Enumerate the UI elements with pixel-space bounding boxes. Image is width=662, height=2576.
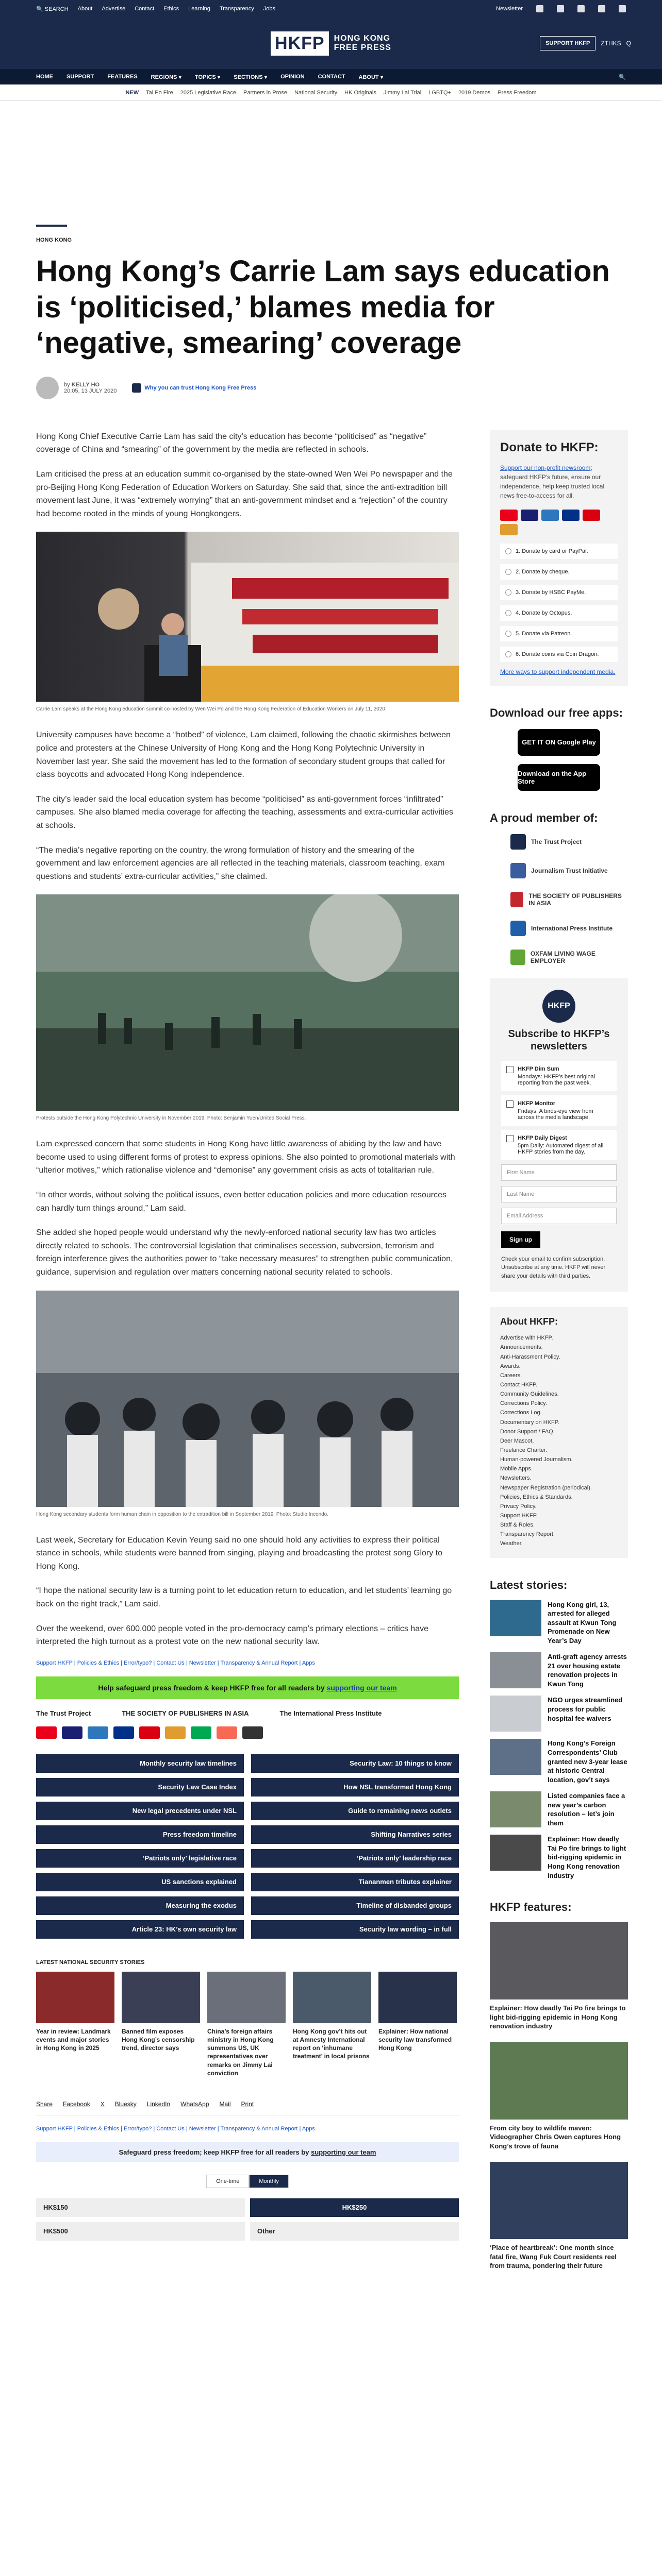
trending-item[interactable]: Press Freedom <box>498 89 537 96</box>
topic-button[interactable]: Article 23: HK’s own security law <box>36 1920 244 1939</box>
photo-caption: Protests outside the Hong Kong Polytechnic University in November 2019. Photo: Benjamin Yuen/United Social Press. <box>36 1115 306 1122</box>
paragraph: “In other words, without solving the political issues, even better education policies and more education resources can hardly turn things around,” Lam said. <box>36 1191 446 1213</box>
about-link[interactable]: Contact HKFP. <box>500 1381 537 1388</box>
ipi-icon <box>510 921 526 936</box>
byline-text: by KELLY HO 20:05, 13 JULY 2020 <box>64 381 117 394</box>
partner-logo[interactable]: THE SOCIETY OF PUBLISHERS IN ASIA <box>510 892 628 907</box>
footer-links[interactable]: Support HKFP | Policies & Ethics | Error/typo? | Contact Us | Newsletter | Transparency & Annual Report | Apps <box>36 1659 315 1666</box>
trending-new-label: NEW <box>125 89 139 96</box>
topic-button[interactable]: New legal precedents under NSL <box>36 1802 244 1820</box>
newsletter-option[interactable]: HKFP Daily Digest 5pm Daily: Automated digest of all HKFP stories from the day. <box>501 1130 617 1160</box>
facebook-icon[interactable] <box>536 5 543 12</box>
footer-links[interactable]: Support HKFP | Policies & Ethics | Error/typo? | Contact Us | Newsletter | Transparency & Annual Report | Apps <box>36 2125 315 2132</box>
donate-intro: Support our non-profit newsroom; safeguard HKFP’s future, ensure our independence, help keep trusted local news free-to-access for all. <box>500 464 605 499</box>
one-time-toggle[interactable]: One-time <box>206 2175 249 2188</box>
about-link[interactable]: Corrections Log. <box>500 1410 542 1416</box>
newsletter-option[interactable]: HKFP Dim Sum Mondays: HKFP’s best original reporting from the past week. <box>501 1061 617 1091</box>
topic-button[interactable]: Tiananmen tributes explainer <box>251 1873 459 1891</box>
radio-icon <box>505 589 511 596</box>
feature-image <box>490 2162 628 2239</box>
about-link[interactable]: Community Guidelines. <box>500 1391 559 1398</box>
sopa-icon <box>510 892 523 907</box>
topic-button[interactable]: ‘Patriots only’ leadership race <box>251 1849 459 1868</box>
features-title: HKFP features: <box>490 1901 572 1914</box>
topic-button[interactable]: Press freedom timeline <box>36 1825 244 1844</box>
proud-member-title: A proud member of: <box>490 811 598 824</box>
latest-story[interactable]: Hong Kong girl, 13, arrested for alleged assault at Kwun Tong Promenade on New Year’s Day <box>490 1600 628 1646</box>
radio-icon <box>505 631 511 637</box>
story-thumb <box>490 1696 541 1732</box>
contact-link[interactable]: Contact <box>135 6 155 12</box>
paragraph: Last week, Secretary for Education Kevin Yeung said no one should hold any activities to express their political stance in schools, while students were banned from singing, playing and broadcasting the protest song Glory to Hong Kong. <box>36 1535 443 1571</box>
donate-option[interactable]: 4. Donate by Octopus. <box>500 605 618 621</box>
checkbox-icon[interactable] <box>506 1066 514 1073</box>
latest-story[interactable]: Listed companies face a new year’s carbon resolution – let’s join them <box>490 1791 628 1827</box>
newsletter-fineprint: Check your email to confirm subscription. Unsubscribe at any time. HKFP will never share your details with third parties. <box>501 1256 606 1279</box>
topic-button[interactable]: How NSL transformed Hong Kong <box>251 1778 459 1797</box>
nav-home[interactable]: HOME <box>36 74 53 80</box>
latest-title: Latest stories: <box>490 1578 568 1591</box>
trust-link[interactable]: Why you can trust Hong Kong Free Press <box>132 383 256 393</box>
ipi-logo[interactable]: The International Press Institute <box>279 1709 382 1717</box>
article-title: Hong Kong’s Carrie Lam says education is ‘politicised,’ blames media for ‘negative, smearing’ coverage <box>36 255 610 360</box>
about-link[interactable]: Deer Mascot. <box>500 1437 534 1444</box>
article-body <box>36 430 459 2282</box>
story-thumb <box>490 1739 541 1775</box>
topic-button[interactable]: Monthly security law timelines <box>36 1754 244 1773</box>
about-link[interactable]: Documentary on HKFP. <box>500 1419 559 1426</box>
topic-button[interactable]: Shifting Narratives series <box>251 1825 459 1844</box>
share-whatsapp[interactable]: WhatsApp <box>180 2100 209 2108</box>
about-link[interactable]: Donor Support / FAQ. <box>500 1428 555 1435</box>
google-play-button[interactable]: GET IT ON Google Play <box>518 729 600 756</box>
share-bluesky[interactable]: Bluesky <box>114 2100 137 2108</box>
newsletter-box <box>490 978 628 1292</box>
support-banner-2: Safeguard press freedom; keep HKFP free for all readers by supporting our team <box>36 2142 459 2162</box>
nav-opinion[interactable]: OPINION <box>280 74 305 80</box>
site-logo[interactable] <box>271 31 391 56</box>
feature-card[interactable]: From city boy to wildlife maven: Videographer Chris Owen captures Hong Kong’s trove of fauna <box>490 2042 628 2151</box>
trending-item[interactable]: LGBTQ+ <box>428 89 451 96</box>
nav-about[interactable]: ABOUT ▾ <box>358 74 384 80</box>
story-card[interactable]: Explainer: How national security law transformed Hong Kong <box>378 1972 457 2077</box>
radio-icon <box>505 569 511 575</box>
about-link[interactable]: Newspaper Registration (periodical). <box>500 1484 592 1491</box>
hkfp-badge: HKFP <box>542 990 575 1023</box>
about-link[interactable]: Newsletters. <box>500 1475 532 1482</box>
feature-card[interactable]: Explainer: How deadly Tai Po fire brings to light bid-rigging epidemic in Hong Kong renovation industry <box>490 1922 628 2031</box>
about-link[interactable]: Mobile Apps. <box>500 1466 533 1472</box>
share-label: Share <box>36 2100 53 2108</box>
sidebar <box>490 430 628 2282</box>
story-thumb <box>490 1600 541 1636</box>
newsletter-title: Subscribe to HKFP’s newsletters <box>508 1028 610 1052</box>
about-link[interactable]: Announcements. <box>500 1344 543 1351</box>
topic-buttons <box>36 1754 459 1939</box>
language-switch[interactable]: ZTHKS <box>601 40 621 47</box>
radio-icon <box>505 651 511 657</box>
x-icon[interactable] <box>557 5 564 12</box>
paragraph: She added she hoped people would understand why the newly-enforced national security law has two articles directly related to schools. The controversial legislation that criminalises secession, subversion, terrorism and foreign interference gives the authorities power to “take necessary measures” to strengthen public communication, guidance, supervision and regulation over matters concerning national security related to schools. <box>36 1228 453 1277</box>
coin-icon <box>242 1726 263 1739</box>
story-thumb <box>207 1972 286 2023</box>
support-link[interactable]: supporting our team <box>311 2148 376 2156</box>
share-x[interactable]: X <box>100 2100 105 2108</box>
section-heading: LATEST NATIONAL SECURITY STORIES <box>36 1959 145 1965</box>
feature-card[interactable]: ‘Place of heartbreak’: One month since fatal fire, Wang Fuk Court residents reel from trauma, pondering their future <box>490 2162 628 2270</box>
latest-story[interactable]: Hong Kong’s Foreign Correspondents’ Club granted new 3-year lease at historic Central location, gov’t says <box>490 1739 628 1784</box>
advertise-link[interactable]: Advertise <box>102 6 126 12</box>
story-card[interactable]: China’s foreign affairs ministry in Hong Kong summons US, UK representatives over remarks on Jimmy Lai conviction <box>207 1972 286 2077</box>
photo-illustration <box>36 1291 459 1507</box>
checkbox-icon[interactable] <box>506 1135 514 1142</box>
about-link[interactable]: Anti-Harassment Policy. <box>500 1353 560 1360</box>
article-kicker[interactable]: HONG KONG <box>36 237 72 243</box>
feature-image <box>490 1922 628 1999</box>
app-store-button[interactable]: Download on the App Store <box>518 764 600 791</box>
author-name[interactable]: KELLY HO <box>71 381 100 388</box>
patreon-icon <box>217 1726 237 1739</box>
donate-option[interactable]: 2. Donate by cheque. <box>500 564 618 580</box>
share-linkedin[interactable]: LinkedIn <box>146 2100 171 2108</box>
topic-button[interactable]: Security law wording – in full <box>251 1920 459 1939</box>
feature-image <box>490 2042 628 2120</box>
share-mail[interactable]: Mail <box>219 2100 231 2108</box>
photo-carrie-lam <box>36 532 459 702</box>
about-link[interactable]: Policies, Ethics & Standards. <box>500 1494 573 1500</box>
radio-icon <box>505 610 511 616</box>
nav-support[interactable]: SUPPORT <box>67 74 94 80</box>
trending-item[interactable]: HK Originals <box>344 89 376 96</box>
trending-item[interactable]: Jimmy Lai Trial <box>383 89 422 96</box>
last-name-input[interactable]: Last Name <box>501 1186 617 1202</box>
youtube-icon[interactable] <box>598 5 605 12</box>
story-thumb <box>293 1972 371 2023</box>
donate-option[interactable]: 5. Donate via Patreon. <box>500 626 618 641</box>
nav-contact[interactable]: CONTACT <box>318 74 345 80</box>
story-thumb <box>378 1972 457 2023</box>
main-nav <box>0 69 662 84</box>
apps-title: Download our free apps: <box>490 706 623 719</box>
about-link[interactable]: Awards. <box>500 1363 521 1369</box>
trust-icon <box>132 383 141 393</box>
latest-story[interactable]: Anti-graft agency arrests 21 over housing estate renovation projects in Kwun Tong <box>490 1652 628 1688</box>
trending-item[interactable]: 2019 Demos <box>458 89 491 96</box>
topic-button[interactable]: Security Law Case Index <box>36 1778 244 1797</box>
signup-button[interactable]: Sign up <box>501 1231 540 1248</box>
hsbc-icon <box>583 510 600 521</box>
donate-option[interactable]: 3. Donate by HSBC PayMe. <box>500 585 618 600</box>
trending-item[interactable]: Partners in Prose <box>243 89 287 96</box>
trending-item[interactable]: National Security <box>294 89 338 96</box>
about-list <box>500 1333 618 1548</box>
partner-logo[interactable]: The Trust Project <box>510 834 628 850</box>
header-actions <box>540 36 631 50</box>
article-date: 20:05, 13 JULY 2020 <box>64 387 117 394</box>
search-icon[interactable]: 🔍 <box>619 74 626 80</box>
partner-logo[interactable]: Journalism Trust Initiative <box>510 863 628 878</box>
checkbox-icon[interactable] <box>506 1100 514 1108</box>
radio-icon <box>505 548 511 554</box>
title-rule <box>36 225 67 227</box>
latest-nsl-stories <box>36 1959 459 2077</box>
paragraph: Lam criticised the press at an education summit co-organised by the state-owned Wen Wei Po newspaper and the pro-Beijing Hong Kong Federation of Education Workers on Saturday. She said that, since the anti-extradition bill movement last June, it was “extremely worrying” that an anti-government mindset and a “rejection” of the country had become rooted in the minds of young Hongkongers. <box>36 469 453 518</box>
more-ways-link[interactable]: More ways to support independent media. <box>500 668 616 675</box>
topic-button[interactable]: US sanctions explained <box>36 1873 244 1891</box>
utility-bar <box>0 0 662 18</box>
octopus-icon <box>500 524 518 535</box>
mastercard-icon <box>36 1726 57 1739</box>
about-link[interactable]: Weather. <box>500 1540 523 1547</box>
email-input[interactable]: Email Address <box>501 1208 617 1224</box>
trust-project-icon <box>510 834 526 850</box>
byline <box>36 377 626 399</box>
amount-option[interactable]: Other <box>250 2222 459 2241</box>
about-link[interactable]: Transparency Report. <box>500 1531 555 1538</box>
donate-title: Donate to HKFP: <box>500 440 599 454</box>
latest-story[interactable]: NGO urges streamlined process for public hospital fee waivers <box>490 1696 628 1732</box>
photo-illustration <box>36 894 459 1111</box>
about-link[interactable]: Freelance Charter. <box>500 1447 548 1453</box>
trending-item[interactable]: 2025 Legislative Race <box>180 89 236 96</box>
amex-icon <box>88 1726 108 1739</box>
topic-button[interactable]: Guide to remaining news outlets <box>251 1802 459 1820</box>
paragraph: The city’s leader said the local education system has become “politicised” as anti-government forces “infiltrated” campuses. She also blamed media coverage for affecting the teaching, assessments and extra-curricular activities at schools. <box>36 794 453 830</box>
topic-button[interactable]: Timeline of disbanded groups <box>251 1896 459 1915</box>
story-thumb <box>122 1972 200 2023</box>
paragraph: “The media’s negative reporting on the country, the wrong formulation of history and the smearing of the government and law enforcement agencies are all reflected in the teaching materials, classroom teaching, exam questions and students’ extra-curricular activities,” she claimed. <box>36 845 445 881</box>
newsletter-link[interactable]: Newsletter <box>496 6 523 12</box>
donate-box <box>490 430 628 686</box>
about-link[interactable]: Support HKFP. <box>500 1512 538 1519</box>
donation-frequency <box>36 2175 459 2188</box>
partner-logo[interactable]: OXFAM LIVING WAGE EMPLOYER <box>510 950 628 965</box>
about-box <box>490 1307 628 1557</box>
trending-item[interactable]: Tai Po Fire <box>146 89 173 96</box>
nav-regions[interactable]: REGIONS ▾ <box>151 74 181 80</box>
support-link[interactable]: supporting our team <box>326 1683 397 1692</box>
story-thumb <box>490 1791 541 1827</box>
about-link[interactable]: Corrections Policy. <box>500 1400 547 1407</box>
hkfp-features <box>490 1901 628 2270</box>
about-link[interactable]: Human-powered Journalism. <box>500 1456 573 1463</box>
donate-option[interactable]: 6. Donate coins via Coin Dragon. <box>500 647 618 662</box>
amount-option[interactable]: HK$150 <box>36 2198 245 2217</box>
site-header <box>0 18 662 69</box>
topic-button[interactable]: Security Law: 10 things to know <box>251 1754 459 1773</box>
paragraph: Over the weekend, over 600,000 people voted in the pro-democracy camp’s primary elections – critics have interpreted the high turnout as a protest vote on the new national security law. <box>36 1624 428 1647</box>
oxfam-icon <box>510 950 525 965</box>
visa-icon <box>521 510 538 521</box>
monthly-toggle[interactable]: Monthly <box>249 2175 289 2188</box>
latest-story[interactable]: Explainer: How deadly Tai Po fire brings to light bid-rigging epidemic in Hong Kong renovation industry <box>490 1835 628 1880</box>
mastercard-icon <box>500 510 518 521</box>
trending-bar <box>0 84 662 101</box>
instagram-icon[interactable] <box>577 5 585 12</box>
about-link[interactable]: Advertise with HKFP. <box>500 1335 553 1342</box>
newsletter-option[interactable]: HKFP Monitor Fridays: A birds-eye view from across the media landscape. <box>501 1095 617 1126</box>
logo-text: HONG KONG FREE PRESS <box>334 34 391 52</box>
paragraph: Lam expressed concern that some students in Hong Kong have little awareness of abiding by the law and have become used to using different forms of protest to express opinions. She also pointed to promotional materials with “ulterior motives,” which rationalise violence and “demonise” any government crisis as acts of totalitarian rule. <box>36 1140 455 1175</box>
topic-button[interactable]: ‘Patriots only’ legislative race <box>36 1849 244 1868</box>
learning-link[interactable]: Learning <box>188 6 210 12</box>
share-print[interactable]: Print <box>241 2100 254 2108</box>
paragraph: University campuses have become a “hotbed” of violence, Lam claimed, following the chaotic skirmishes between police and protesters at the Chinese University of Hong Kong and the Hong Kong Polytechnic University in November last year. She said the movement has led to the formation of secondary student groups that called for class boycotts and advocated Hong Kong independence. <box>36 731 451 779</box>
paypal-icon <box>562 510 580 521</box>
latest-stories <box>490 1579 628 1880</box>
octopus-icon <box>165 1726 186 1739</box>
cheque-icon <box>191 1726 211 1739</box>
partners-row <box>36 1709 459 1717</box>
sopa-logo[interactable]: THE SOCIETY OF PUBLISHERS IN ASIA <box>122 1709 249 1717</box>
support-banner: Help safeguard press freedom & keep HKFP free for all readers by supporting our team <box>36 1676 459 1699</box>
author-avatar <box>36 377 59 399</box>
topic-button[interactable]: Measuring the exodus <box>36 1896 244 1915</box>
support-newsroom-link[interactable]: Support our non-profit newsroom <box>500 464 591 471</box>
amount-option[interactable]: HK$500 <box>36 2222 245 2241</box>
photo-protest <box>36 894 459 1111</box>
paypal-icon <box>113 1726 134 1739</box>
share-bar <box>36 2093 459 2115</box>
story-thumb <box>36 1972 114 2023</box>
trust-project-logo[interactable]: The Trust Project <box>36 1709 91 1717</box>
hsbc-icon <box>139 1726 160 1739</box>
partner-logo[interactable]: International Press Institute <box>510 921 628 936</box>
logo-mark: HKFP <box>271 31 329 56</box>
first-name-input[interactable]: First Name <box>501 1164 617 1181</box>
story-card[interactable]: Banned film exposes Hong Kong’s censorship trend, director says <box>122 1972 200 2077</box>
photo-illustration <box>36 532 459 702</box>
paragraph: Hong Kong Chief Executive Carrie Lam has said the city’s education has become “politicised” as “negative” coverage of China and “smearing” of the government by the media are reflected in schools. <box>36 432 427 454</box>
ethics-link[interactable]: Ethics <box>163 6 179 12</box>
story-thumb <box>490 1652 541 1688</box>
donation-amounts <box>36 2198 459 2241</box>
rss-icon[interactable] <box>619 5 626 12</box>
paragraph: “I hope the national security law is a turning point to let education return to education, and let students’ learning go back on the right track,” Lam said. <box>36 1586 452 1608</box>
payment-logos <box>36 1726 459 1739</box>
transparency-link[interactable]: Transparency <box>219 6 254 12</box>
about-link[interactable]: Staff & Roles. <box>500 1522 535 1529</box>
visa-icon <box>62 1726 82 1739</box>
amount-option[interactable]: HK$250 <box>250 2198 459 2217</box>
payment-logos <box>500 510 618 535</box>
about-link[interactable]: Privacy Policy. <box>500 1503 537 1510</box>
nav-topics[interactable]: TOPICS ▾ <box>194 74 221 80</box>
story-card[interactable]: Year in review: Landmark events and major stories in Hong Kong in 2025 <box>36 1972 114 2077</box>
about-link[interactable]: About <box>77 6 93 12</box>
about-link[interactable]: Careers. <box>500 1372 522 1379</box>
share-facebook[interactable]: Facebook <box>63 2100 90 2108</box>
jobs-link[interactable]: Jobs <box>263 6 276 12</box>
jti-icon <box>510 863 526 878</box>
photo-human-chain <box>36 1291 459 1507</box>
about-title: About HKFP: <box>500 1316 558 1327</box>
search-link[interactable]: 🔍 SEARCH <box>36 6 69 12</box>
search-icon[interactable]: Q <box>626 40 631 47</box>
photo-caption: Carrie Lam speaks at the Hong Kong education summit co-hosted by Wen Wei Po and the Hong Kong Federation of Education Workers on July 11, 2020. <box>36 706 387 713</box>
story-thumb <box>490 1835 541 1871</box>
photo-caption: Hong Kong secondary students form human chain in opposition to the extradition bill in September 2019. Photo: Studio Incendo. <box>36 1511 329 1517</box>
story-card[interactable]: Hong Kong gov’t hits out at Amnesty International report on ‘inhumane treatment’ in local prisons <box>293 1972 371 2077</box>
nav-sections[interactable]: SECTIONS ▾ <box>234 74 268 80</box>
donate-option[interactable]: 1. Donate by card or PayPal. <box>500 544 618 559</box>
amex-icon <box>541 510 559 521</box>
support-hkfp-button[interactable]: SUPPORT HKFP <box>540 36 595 50</box>
nav-features[interactable]: FEATURES <box>107 74 138 80</box>
